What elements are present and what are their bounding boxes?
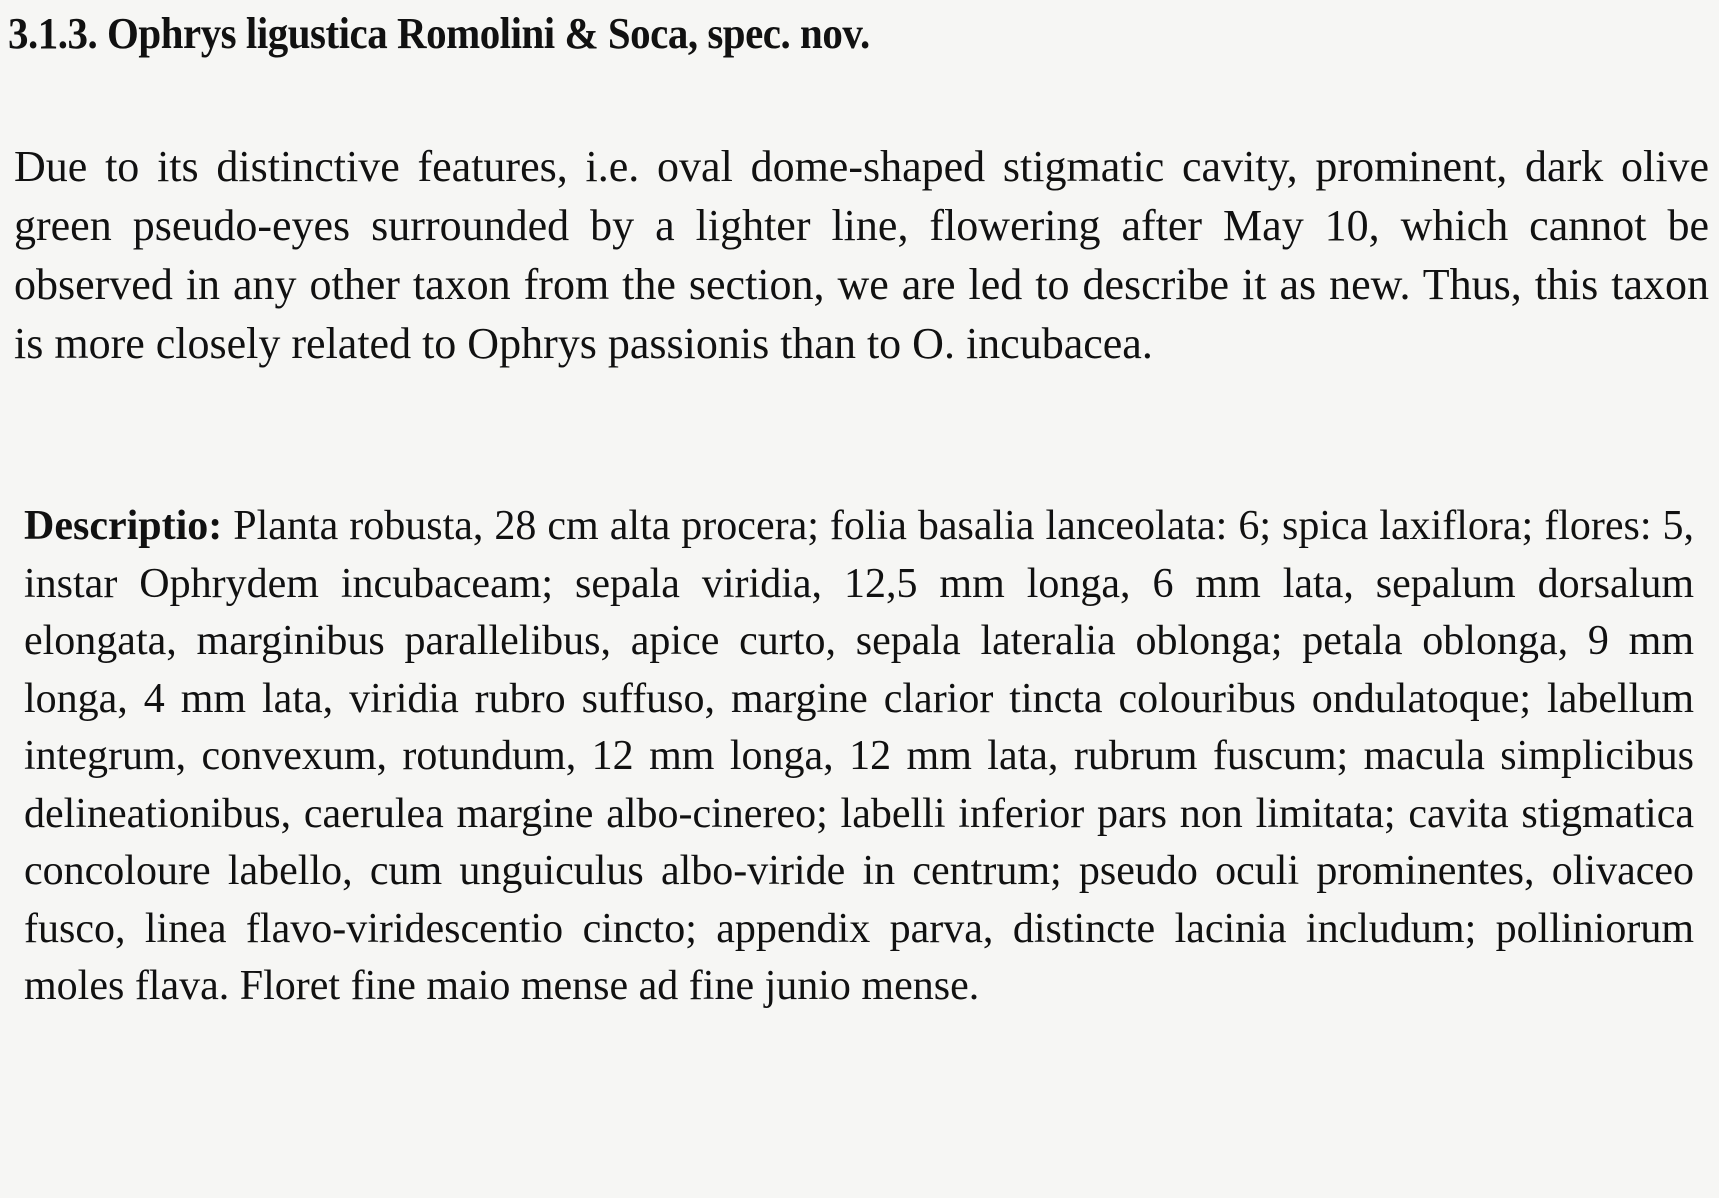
descriptio-text: Planta robusta, 28 cm alta procera; folia basalia lanceolata: 6; spica laxiflora; flores: 5, instar Ophrydem incubaceam; sepala viridia, 12,5 mm longa, 6 mm lata, sepalum dorsalum elongata, marginibus parallelibus, apice curto, sepala lateralia oblonga; petala oblonga, 9 mm longa, 4 mm lata, viridia rubro suffuso, margine clarior tincta colouribus ondulatoque; labellum integrum, convexum, rotundum, 12 mm longa, 12 mm lata, rubrum fuscum; macula simplicibus delineationibus, caerulea margine albo-cinereo; labelli inferior pars non limitata; cavita stigmatica concoloure labello, cum unguiculus albo-viride in centrum; pseudo oculi prominentes, olivaceo fusco, linea flavo-viridescentio cincto; appendix parva, distincte lacinia includum; polliniorum moles flava. Floret fine maio mense ad fine junio mense. [24,503,1694,1009]
intro-paragraph: Due to its distinctive features, i.e. oval dome-shaped stigmatic cavity, prominent, dark olive green pseudo-eyes surrounded by a lighter line, flowering after May 10, which cannot be observed in any other taxon from the section, we are led to describe it as new. Thus, this taxon is more closely related to Ophrys passionis than to O. incubacea. [14,142,1709,368]
descriptio-label: Descriptio: [24,503,223,549]
descriptio-paragraph [24,498,1694,1016]
section-heading: 3.1.3. Ophrys ligustica Romolini & Soca, spec. nov. [8,9,870,58]
